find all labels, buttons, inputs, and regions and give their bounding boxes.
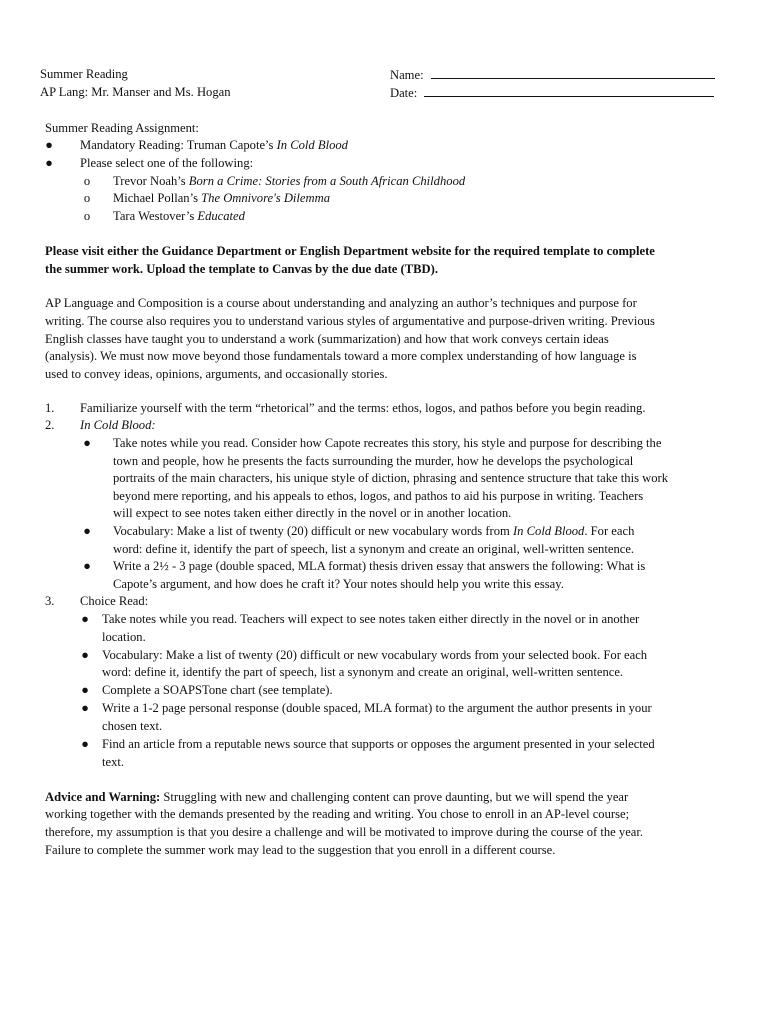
notice-line: the summer work. Upload the template to Canvas by the due date (TBD). <box>45 262 438 276</box>
name-label: Name: <box>390 68 424 82</box>
bullet-icon: ● <box>81 701 89 715</box>
choice-item-line: Vocabulary: Make a list of twenty (20) difficult or new vocabulary words from your selected book. For each <box>102 648 648 662</box>
intro-line: (analysis). We must now move beyond those fundamentals toward a more complex understanding of how language is <box>45 349 637 363</box>
advice-line: Advice and Warning: Struggling with new and challenging content can prove daunting, but we will spend the year <box>45 790 629 804</box>
vocab-line: Vocabulary: Make a list of twenty (20) difficult or new vocabulary words from In Cold Blood. For each <box>113 524 635 538</box>
step-number: 3. <box>45 594 55 608</box>
teachers-label: AP Lang: Mr. Manser and Ms. Hogan <box>40 85 231 99</box>
choice-item-line: Take notes while you read. Teachers will expect to see notes taken either directly in the novel or in another <box>102 612 640 626</box>
date-field[interactable] <box>390 84 714 103</box>
notes-line: portraits of the main characters, his unique style of diction, phrasing and sentence structure that take this work <box>113 471 669 485</box>
step-1-text: Familiarize yourself with the term “rhetorical” and the terms: ethos, logos, and pathos before you begin reading. <box>80 401 646 415</box>
name-blank[interactable] <box>431 66 715 79</box>
choice-item-line: text. <box>102 755 125 769</box>
book-option: Trevor Noah’s Born a Crime: Stories from a South African Childhood <box>113 174 466 188</box>
bullet-icon: ● <box>83 559 91 573</box>
assignment-heading: Summer Reading Assignment: <box>45 121 199 135</box>
step-2-heading: In Cold Blood: <box>80 418 156 432</box>
book-option: Michael Pollan’s The Omnivore's Dilemma <box>113 191 331 205</box>
bullet-icon: ● <box>81 683 89 697</box>
bullet-icon: ● <box>81 737 89 751</box>
step-number: 2. <box>45 418 55 432</box>
notice-line: Please visit either the Guidance Department or English Department website for the required template to complete <box>45 244 655 258</box>
bullet-icon: ● <box>83 524 91 538</box>
circle-bullet-icon: o <box>83 209 91 223</box>
choose-instruction: Please select one of the following: <box>80 156 254 170</box>
choice-item-line: location. <box>102 630 146 644</box>
essay-line: Capote’s argument, and how does he craft it? Your notes should help you write this essay. <box>113 577 564 591</box>
choice-item-line: Find an article from a reputable news source that supports or opposes the argument presented in your selected <box>102 737 655 751</box>
intro-line: AP Language and Composition is a course about understanding and analyzing an author’s techniques and purpose for <box>45 296 637 310</box>
mandatory-reading: Mandatory Reading: Truman Capote’s In Cold Blood <box>80 138 348 152</box>
intro-line: used to convey ideas, opinions, arguments, and occasionally stories. <box>45 367 388 381</box>
choice-item-line: chosen text. <box>102 719 163 733</box>
essay-line: Write a 2½ - 3 page (double spaced, MLA format) thesis driven essay that answers the following: What is <box>113 559 646 573</box>
notes-line: town and people, how he presents the facts surrounding the murder, how he develops the psychological <box>113 454 634 468</box>
notes-line: will expect to see notes taken either directly in the novel or in another location. <box>113 506 512 520</box>
circle-bullet-icon: o <box>83 174 91 188</box>
intro-line: writing. The course also requires you to understand various styles of argumentative and purpose-driven writing. Previous <box>45 314 655 328</box>
choice-item-line: Complete a SOAPSTone chart (see template). <box>102 683 333 697</box>
intro-line: English classes have taught you to understand a work (summarization) and how that work conveys certain ideas <box>45 332 609 346</box>
name-field[interactable] <box>390 66 715 85</box>
bullet-icon: ● <box>81 612 89 626</box>
advice-line: working together with the demands presented by the reading and writing. You chose to enroll in an AP-level course; <box>45 807 630 821</box>
choice-item-line: Write a 1-2 page personal response (double spaced, MLA format) to the argument the author presents in your <box>102 701 652 715</box>
advice-label: Advice and Warning: <box>45 790 161 804</box>
bullet-icon: ● <box>45 138 53 152</box>
circle-bullet-icon: o <box>83 191 91 205</box>
notes-line: Take notes while you read. Consider how Capote recreates this story, his style and purpose for describing the <box>113 436 662 450</box>
bullet-icon: ● <box>83 436 91 450</box>
bullet-icon: ● <box>45 156 53 170</box>
bullet-icon: ● <box>81 648 89 662</box>
vocab-line: word: define it, identify the part of speech, list a synonym and create an original, well-written sentence. <box>113 542 635 556</box>
step-number: 1. <box>45 401 55 415</box>
notes-line: beyond mere reporting, and his appeals to ethos, logos, and pathos to aid his purpose in writing. Teachers <box>113 489 644 503</box>
advice-line: therefore, my assumption is that you desire a challenge and will be motivated to improve during the course of the year. <box>45 825 644 839</box>
date-label: Date: <box>390 86 418 100</box>
advice-line: Failure to complete the summer work may lead to the suggestion that you enroll in a different course. <box>45 843 556 857</box>
date-blank[interactable] <box>424 84 714 97</box>
step-3-heading: Choice Read: <box>80 594 149 608</box>
choice-item-line: word: define it, identify the part of speech, list a synonym and create an original, well-written sentence. <box>102 665 624 679</box>
book-option: Tara Westover’s Educated <box>113 209 245 223</box>
course-label: Summer Reading <box>40 67 128 81</box>
